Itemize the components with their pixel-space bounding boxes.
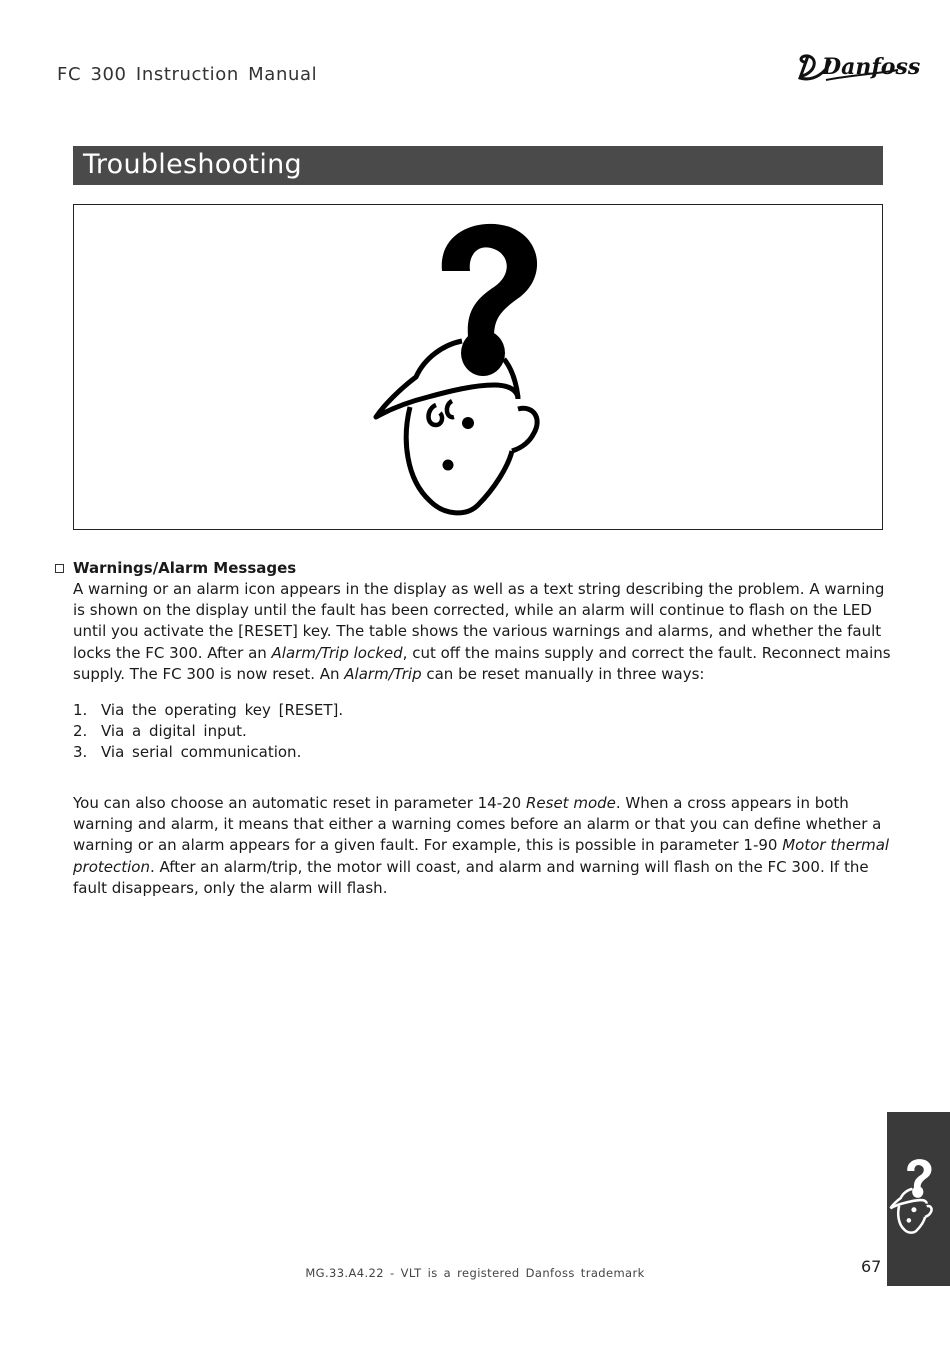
paragraph-text: can be reset manually in three ways:	[421, 664, 705, 683]
italic-term: Motor thermal protection	[73, 836, 890, 876]
question-mark-head-icon	[370, 219, 590, 519]
troubleshooting-side-tab	[887, 1112, 950, 1286]
page-number: 67	[861, 1257, 882, 1276]
page-header-title: FC 300 Instruction Manual	[57, 64, 318, 85]
italic-term: Alarm/Trip locked	[271, 643, 403, 662]
section-title: Troubleshooting	[83, 149, 302, 180]
warnings-paragraph-2	[73, 793, 893, 899]
list-item	[73, 700, 343, 721]
list-item-number: 2.	[73, 722, 88, 741]
list-item-text: Via a digital input.	[101, 722, 247, 741]
danfoss-logo	[796, 42, 921, 86]
list-item-number: 1.	[73, 701, 88, 719]
list-item	[73, 742, 343, 763]
svg-text:Danfoss: Danfoss	[822, 54, 921, 80]
illustration-frame	[73, 204, 883, 530]
reset-steps-list	[73, 700, 343, 764]
footer-trademark-note: MG.33.A4.22 - VLT is a registered Danfoss trademark	[305, 1266, 645, 1280]
warnings-paragraph-1	[73, 579, 893, 685]
paragraph-text: , cut off the mains supply and correct the fault. Reconnect mains supply. The FC 300 is now reset. An	[73, 643, 891, 683]
section-title-bar	[73, 146, 883, 185]
list-item-text: Via the operating key [RESET].	[101, 701, 344, 719]
italic-term: Reset mode	[525, 794, 616, 812]
list-item-number: 3.	[73, 743, 88, 762]
italic-term: Alarm/Trip	[344, 664, 422, 683]
paragraph-text: . After an alarm/trip, the motor will coast, and alarm and warning will flash on the FC 300. If the fault disappears, only the alarm will flash.	[73, 857, 869, 897]
paragraph-text: . When a cross appears in both warning and alarm, it means that either a warning comes before an alarm or that you can define whether a warning or an alarm appears for a given fault. For example, this is possible in parameter 1-90	[73, 794, 882, 855]
paragraph-text: A warning or an alarm icon appears in the display as well as a text string describing the problem. A warning is shown on the display until the fault has been corrected, while an alarm will continue to flash on the LED until you activate the [RESET] key. The table shows the various warnings and alarms, and whether the fault locks the FC 300. After an	[73, 580, 885, 662]
list-item	[73, 721, 343, 742]
question-mark-head-tab-icon	[889, 1156, 945, 1236]
list-item-text: Via serial communication.	[101, 743, 302, 762]
section-bullet-icon	[55, 564, 64, 573]
warnings-heading: Warnings/Alarm Messages	[73, 559, 297, 577]
paragraph-text: You can also choose an automatic reset in parameter 14-20	[73, 794, 526, 812]
